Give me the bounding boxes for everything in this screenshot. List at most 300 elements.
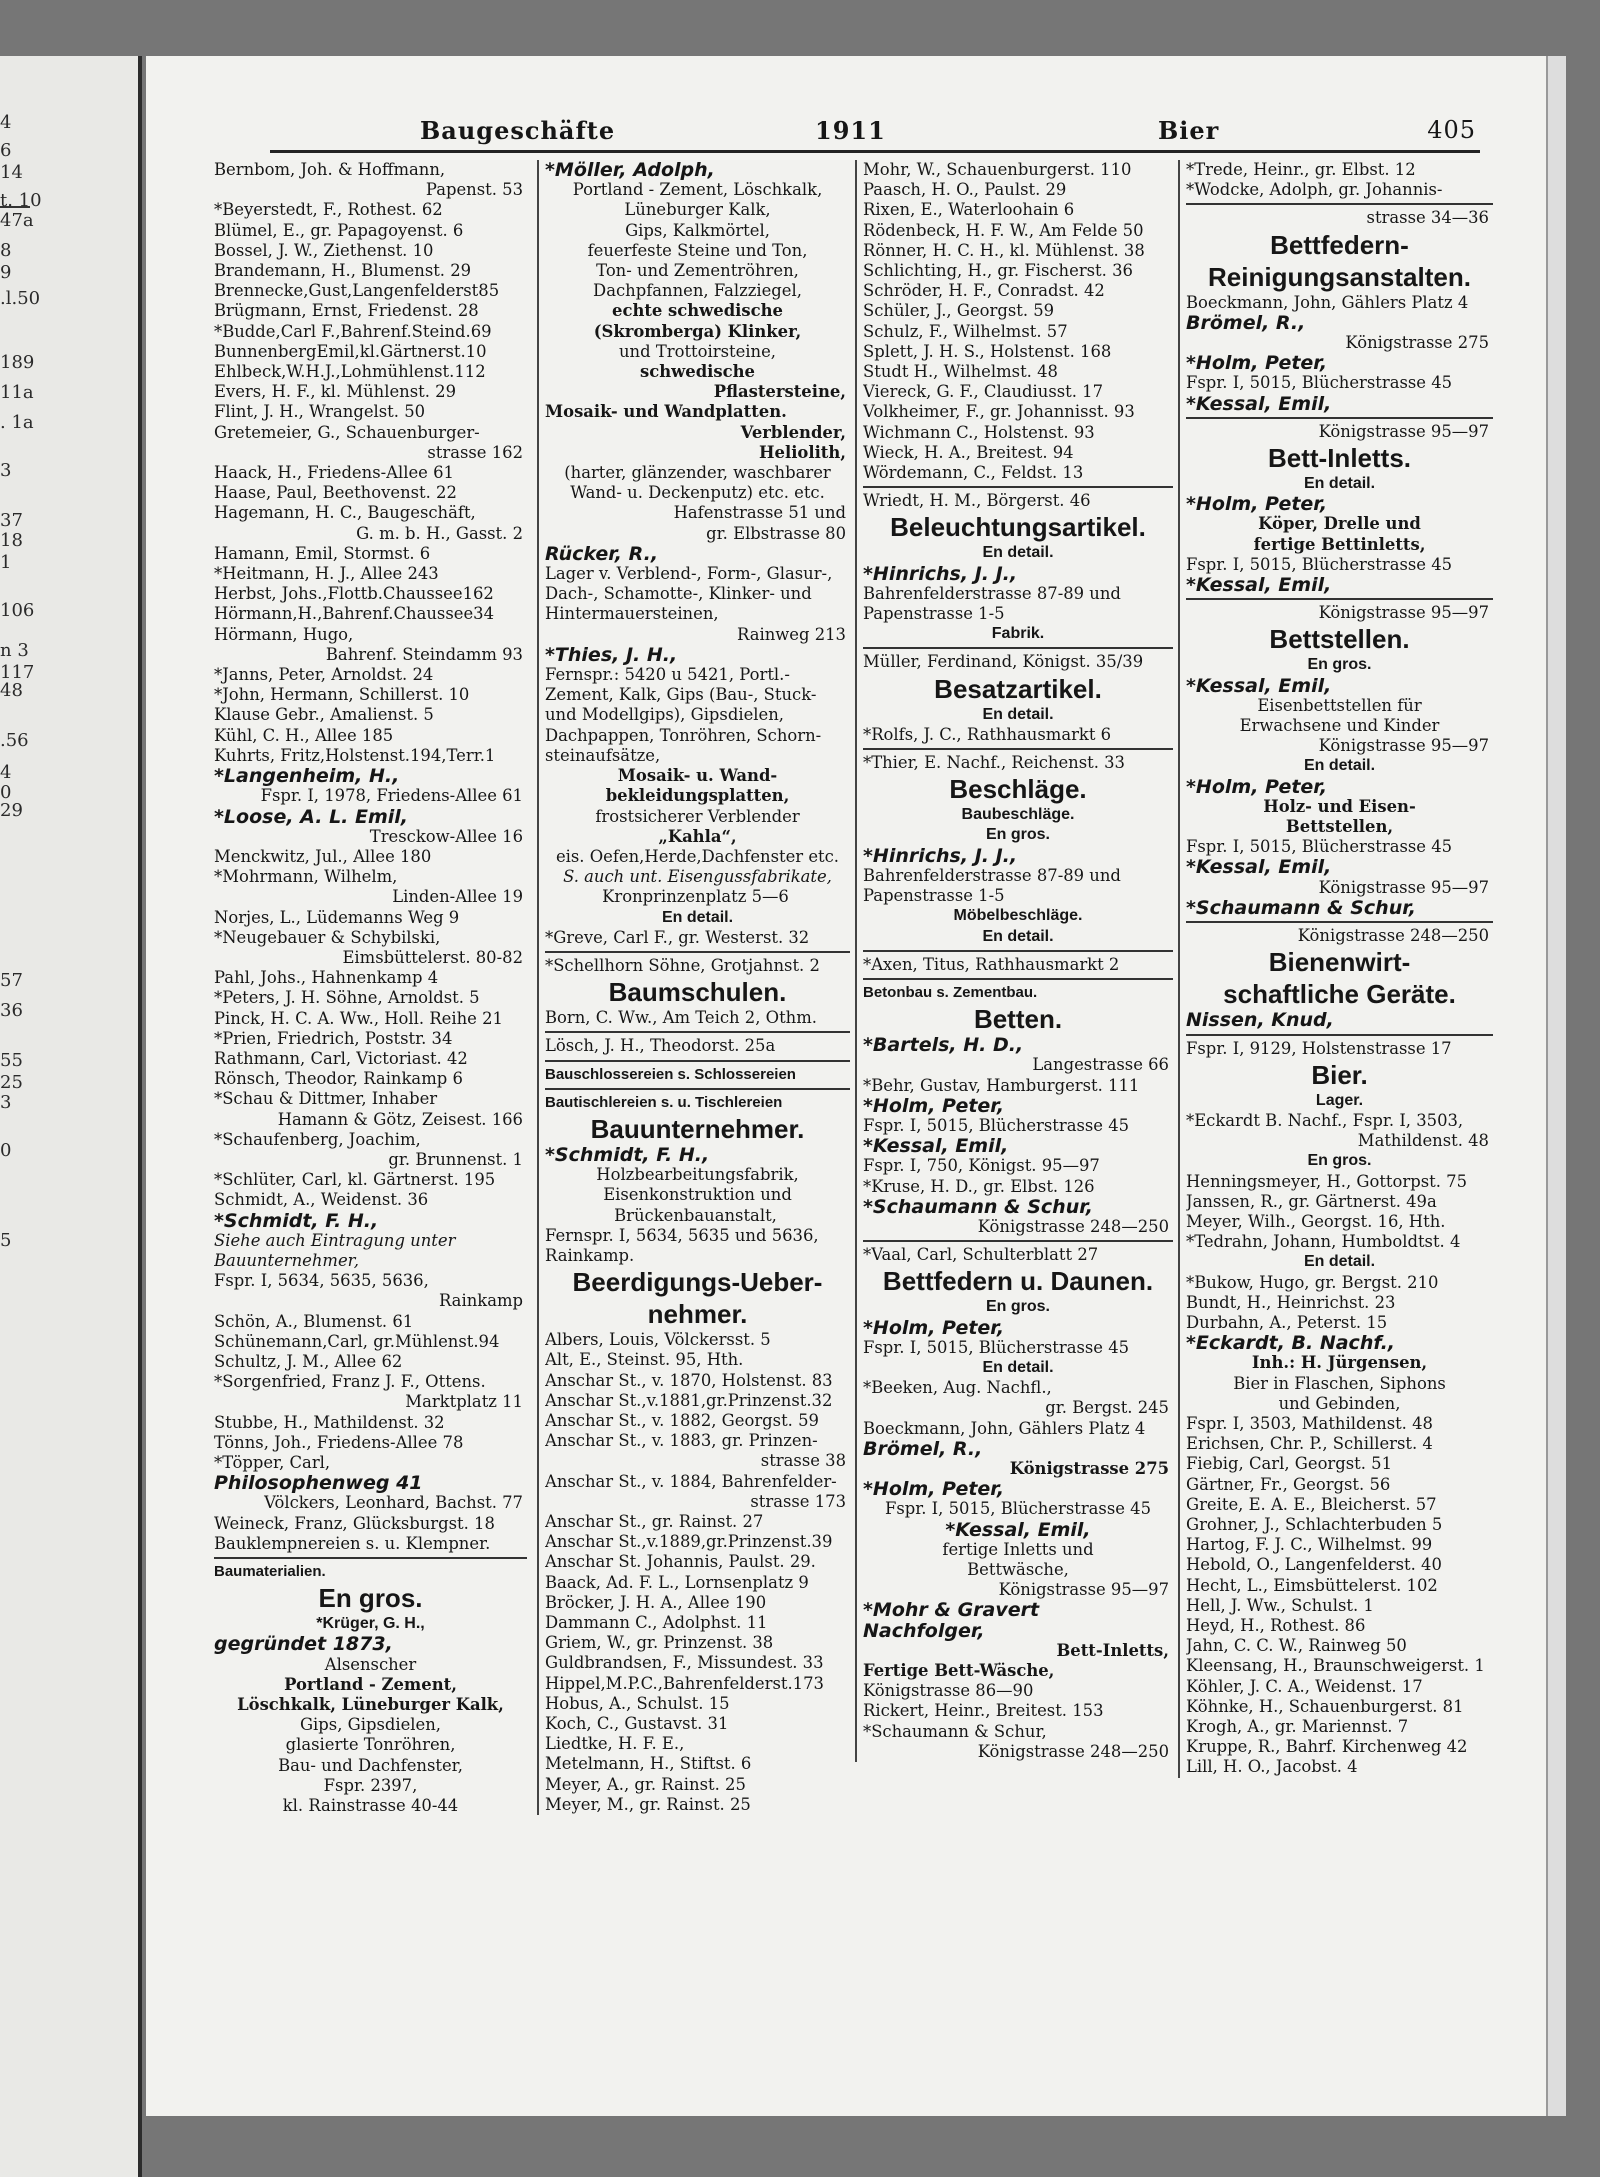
directory-entry: Schultz, J. M., Allee 62 (214, 1351, 403, 1371)
directory-entry: Königstrasse 275 (1009, 1458, 1169, 1478)
column-2 (537, 160, 850, 1815)
previous-page-fragment: 106 (0, 600, 35, 621)
directory-entry: Fspr. I, 5015, Blücherstrasse 45 (863, 1115, 1130, 1135)
previous-page-fragment: .56 (0, 730, 29, 751)
directory-entry: Fernspr. I, 5634, 5635 und 5636, (545, 1225, 819, 1245)
firm-name: *Kessal, Emil, (1186, 675, 1332, 696)
cross-reference: Betonbau s. Zementbau. (863, 983, 1038, 1001)
directory-entry: Königstrasse 86—90 (863, 1681, 1034, 1701)
directory-entry: Königstrasse 248—250 (1297, 926, 1489, 946)
subsection-label: En detail. (661, 908, 734, 926)
directory-entry: kl. Rainstrasse 40-44 (282, 1796, 459, 1816)
directory-entry: Brennecke,Gust,Langenfelderst85 (214, 281, 500, 301)
subsection-label: Möbelbeschläge. (953, 907, 1083, 925)
previous-page-fragment: 48 (0, 680, 23, 701)
directory-entry: *Tedrahn, Johann, Humboldtst. 4 (1186, 1232, 1461, 1252)
directory-entry: Bett-Inletts, (1056, 1640, 1169, 1660)
directory-entry: Dachpappen, Tonröhren, Schorn- (545, 725, 822, 745)
previous-page-fragment: 0 (0, 782, 12, 803)
directory-entry: Tresckow-Allee 16 (369, 826, 523, 846)
directory-entry: Viereck, G. F., Claudiusst. 17 (863, 382, 1104, 402)
directory-entry: G. m. b. H., Gasst. 2 (356, 523, 523, 543)
directory-entry: Brückenbauanstalt, (614, 1205, 777, 1225)
firm-name: *Möller, Adolph, (545, 160, 715, 181)
directory-entry: strasse 173 (750, 1491, 846, 1511)
directory-entry: strasse 34—36 (1366, 208, 1489, 228)
firm-name: Brömel, R., (1186, 312, 1306, 334)
directory-entry: feuerfeste Steine und Ton, (587, 240, 808, 260)
directory-entry: Wieck, H. A., Breitest. 94 (863, 442, 1074, 462)
directory-entry: Königstrasse 95—97 (1318, 736, 1489, 756)
directory-entry: Herbst, Johs.,Flottb.Chaussee162 (214, 584, 494, 604)
directory-entry: Bahrenf. Steindamm 93 (325, 644, 523, 664)
directory-entry: Hartog, F. J. C., Wilhelmst. 99 (1186, 1535, 1433, 1555)
previous-page-fragment: 29 (0, 800, 23, 821)
directory-entry: Fspr. I, 1978, Friedens-Allee 61 (260, 786, 523, 806)
section-heading: Besatzartikel. (934, 673, 1102, 704)
directory-entry: eis. Oefen,Herde,Dachfenster etc. (555, 846, 840, 866)
directory-entry: *Wodcke, Adolph, gr. Johannis- (1186, 180, 1443, 200)
directory-entry: *Mohrmann, Wilhelm, (214, 867, 398, 887)
directory-entry: Erwachsene und Kinder (1239, 716, 1440, 736)
directory-entry: schwedische (640, 362, 755, 382)
directory-entry: *John, Hermann, Schillerst. 10 (214, 685, 470, 705)
directory-entry: *Beyerstedt, F., Rothest. 62 (214, 200, 443, 220)
directory-entry: Krogh, A., gr. Mariennst. 7 (1186, 1717, 1409, 1736)
directory-entry: Kruppe, R., Bahrf. Kirchenweg 42 (1186, 1737, 1468, 1757)
directory-entry: Anschar St., v. 1883, gr. Prinzen- (545, 1431, 818, 1451)
directory-entry: Jahn, C. C. W., Rainweg 50 (1186, 1636, 1407, 1656)
directory-entry: Boeckmann, John, Gählers Platz 4 (1186, 292, 1469, 312)
directory-entry: Langestrasse 66 (1032, 1055, 1169, 1075)
directory-entry: Fspr. I, 5015, Blücherstrasse 45 (884, 1499, 1152, 1519)
directory-entry: *Prien, Friedrich, Poststr. 34 (214, 1028, 453, 1048)
directory-entry: Meyer, M., gr. Rainst. 25 (545, 1794, 751, 1814)
directory-entry: Bundt, H., Heinrichst. 23 (1186, 1292, 1396, 1312)
firm-name: *Eckardt, B. Nachf., (1186, 1333, 1396, 1354)
directory-entry: Fspr. 2397, (323, 1775, 418, 1795)
section-heading: Baumschulen. (608, 977, 787, 1008)
directory-entry: Flint, J. H., Wrangelst. 50 (214, 402, 426, 422)
directory-entry: Holzbearbeitungsfabrik, (596, 1165, 799, 1185)
directory-entry: Norjes, L., Lüdemanns Weg 9 (214, 907, 460, 927)
directory-entry: Hörmann, Hugo, (214, 624, 354, 644)
directory-entry: *Greve, Carl F., gr. Westerst. 32 (545, 927, 810, 947)
directory-entry: Fspr. I, 5015, Blücherstrasse 45 (863, 1337, 1130, 1357)
directory-entry: Bernbom, Joh. & Hoffmann, (214, 160, 446, 179)
subsection-label: En detail. (982, 1358, 1054, 1376)
directory-entry: Hintermauersteinen, (545, 604, 719, 624)
directory-entry: Eisenkonstruktion und (603, 1185, 792, 1205)
directory-entry: Papenstrasse 1-5 (863, 604, 1005, 624)
directory-entry: *Schaufenberg, Joachim, (214, 1129, 421, 1149)
directory-entry: Bauklempnereien s. u. Klempner. (214, 1533, 491, 1553)
directory-entry: steinaufsätze, (545, 745, 661, 765)
section-heading: En gros. (318, 1583, 423, 1614)
section-rule (863, 1240, 1173, 1242)
directory-entry: Bahrenfelderstrasse 87-89 und (863, 865, 1121, 885)
directory-entry: Papenst. 53 (425, 180, 523, 200)
directory-entry: Königstrasse 248—250 (977, 1741, 1169, 1761)
directory-entry: Anschar St.,v.1881,gr.Prinzenst.32 (545, 1390, 833, 1410)
previous-page-fragment: 6 (0, 140, 12, 161)
directory-entry: gr. Elbstrasse 80 (706, 523, 846, 543)
directory-entry: Klause Gebr., Amalienst. 5 (214, 705, 434, 725)
directory-entry: Königstrasse 95—97 (1318, 421, 1489, 441)
directory-entry: gr. Brunnenst. 1 (388, 1149, 523, 1169)
directory-entry: *Eckardt B. Nachf., Fspr. I, 3503, (1186, 1110, 1464, 1130)
directory-entry: bekleidungsplatten, (605, 786, 790, 806)
section-rule (1186, 598, 1493, 600)
directory-entry: (Skromberga) Klinker, (593, 321, 802, 341)
directory-entry: Studt H., Wilhelmst. 48 (863, 362, 1058, 382)
directory-entry: Alsenscher (324, 1654, 417, 1674)
directory-entry: und Modellgips), Gipsdielen, (545, 705, 784, 725)
firm-name: *Holm, Peter, (1186, 776, 1328, 797)
directory-entry: Janssen, R., gr. Gärtnerst. 49a (1186, 1191, 1437, 1211)
previous-page-fragment: . 1a (0, 412, 34, 433)
previous-page-fragment: 189 (0, 352, 35, 373)
previous-page-edge (0, 56, 142, 2177)
previous-page-fragment: 3 (0, 1092, 12, 1113)
directory-entry: glasierte Tonröhren, (285, 1735, 456, 1755)
directory-entry: Mohr, W., Schauenburgerst. 110 (863, 160, 1132, 179)
firm-name: Philosophenweg 41 (214, 1473, 423, 1494)
directory-entry: Zement, Kalk, Gips (Bau-, Stuck- (545, 685, 817, 705)
header-section-left: Baugeschäfte (420, 116, 616, 145)
directory-entry: und Trottoirsteine, (619, 341, 776, 361)
directory-entry: Anschar St., gr. Rainst. 27 (545, 1511, 764, 1531)
directory-entry: Heyd, H., Rothest. 86 (1186, 1615, 1366, 1635)
previous-page-fragment: 5 (0, 1230, 12, 1251)
running-header (270, 114, 1480, 153)
directory-entry: Greite, E. A. E., Bleicherst. 57 (1186, 1494, 1437, 1514)
directory-entry: Guldbrandsen, F., Missundest. 33 (545, 1653, 824, 1673)
directory-entry: Völckers, Leonhard, Bachst. 77 (264, 1493, 523, 1513)
directory-entry: Mosaik- und Wandplatten. (545, 402, 787, 422)
section-heading: Bett-Inletts. (1268, 443, 1411, 474)
section-heading: Bettfedern u. Daunen. (882, 1266, 1154, 1297)
section-rule (863, 950, 1173, 952)
firm-name: *Loose, A. L. Emil, (214, 806, 409, 827)
directory-entry: Hebold, O., Langenfelderst. 40 (1186, 1555, 1442, 1575)
directory-entry: Dammann C., Adolphst. 11 (545, 1613, 768, 1632)
directory-entry: Mosaik- u. Wand- (617, 766, 778, 786)
section-rule (1186, 1034, 1493, 1036)
previous-page-fragment: 25 (0, 1072, 23, 1093)
section-rule (863, 748, 1173, 750)
directory-entry: Portland - Zement, Löschkalk, (572, 180, 823, 200)
header-year: 1911 (815, 116, 886, 145)
directory-entry: Splett, J. H. S., Holstenst. 168 (863, 341, 1112, 361)
directory-entry: *Behr, Gustav, Hamburgerst. 111 (863, 1075, 1140, 1095)
subsection-label: En detail. (982, 544, 1054, 562)
directory-entry: Grohner, J., Schlachterbuden 5 (1186, 1514, 1443, 1534)
firm-name: *Bartels, H. D., (863, 1035, 1024, 1056)
directory-entry: Dachpfannen, Falzziegel, (593, 281, 802, 301)
section-rule (1186, 417, 1493, 419)
firm-name: *Kessal, Emil, (1186, 575, 1332, 596)
directory-entry: Meyer, A., gr. Rainst. 25 (545, 1774, 746, 1794)
directory-entry: fertige Inletts und (942, 1539, 1094, 1559)
directory-entry: Eisenbettstellen für (1257, 695, 1422, 715)
directory-entry: Rainkamp. (545, 1245, 635, 1265)
section-rule (545, 1088, 850, 1090)
page-number: 405 (1427, 116, 1476, 144)
directory-entry: *Axen, Titus, Rathhausmarkt 2 (863, 954, 1120, 974)
directory-entry: Bossel, J. W., Ziethenst. 10 (214, 240, 434, 260)
section-rule (545, 1031, 850, 1033)
directory-entry: echte schwedische (612, 301, 783, 321)
directory-entry: Schlichting, H., gr. Fischerst. 36 (863, 261, 1133, 281)
header-section-right: Bier (1158, 116, 1220, 145)
subsection-label: Baubeschläge. (961, 806, 1075, 824)
directory-entry: *Sorgenfried, Franz J. F., Ottens. (214, 1372, 486, 1392)
firm-name: *Hinrichs, J. J., (863, 563, 1018, 584)
directory-entry: Schünemann,Carl, gr.Mühlenst.94 (214, 1331, 500, 1351)
directory-entry: Holz- und Eisen- (1263, 796, 1416, 816)
directory-entry: Haack, H., Friedens-Allee 61 (214, 463, 454, 483)
section-rule (863, 486, 1173, 488)
subsection-label: *Krüger, G. H., (316, 1615, 425, 1633)
directory-entry: Papenstrasse 1-5 (863, 886, 1005, 906)
directory-entry: Hecht, L., Eimsbüttelerst. 102 (1186, 1575, 1438, 1595)
directory-entry: Rönner, H. C. H., kl. Mühlenst. 38 (863, 240, 1145, 260)
previous-page-fragment: 8 (0, 240, 12, 261)
directory-entry: Bahrenfelderstrasse 87-89 und (863, 583, 1121, 603)
directory-entry: Eimsbüttelerst. 80-82 (342, 947, 523, 967)
directory-entry: Fspr. I, 5015, Blücherstrasse 45 (1186, 837, 1453, 857)
previous-page-fragment: 37 (0, 510, 23, 531)
directory-entry: Löschkalk, Lüneburger Kalk, (237, 1695, 504, 1715)
firm-name: *Kessal, Emil, (1186, 857, 1332, 878)
directory-entry: Rickert, Heinr., Breitest. 153 (863, 1701, 1104, 1721)
directory-entry: Pinck, H. C. A. Ww., Holl. Reihe 21 (214, 1008, 503, 1028)
previous-page-fragment: n 3 (0, 640, 29, 661)
directory-entry: *Thier, E. Nachf., Reichenst. 33 (863, 753, 1125, 773)
directory-entry: Hippel,M.P.C.,Bahrenfelderst.173 (545, 1673, 824, 1693)
directory-entry: Paasch, H. O., Paulst. 29 (863, 180, 1067, 200)
firm-name: *Langenheim, H., (214, 766, 400, 787)
firm-name: *Kessal, Emil, (945, 1519, 1091, 1540)
directory-entry: Königstrasse 275 (1345, 333, 1489, 353)
directory-entry: Hafenstrasse 51 und (673, 503, 846, 523)
directory-entry: Marktplatz 11 (405, 1392, 523, 1412)
directory-entry: Fspr. I, 3503, Mathildenst. 48 (1186, 1413, 1433, 1433)
previous-page-fragment: 18 (0, 530, 23, 551)
previous-page-fragment: t. 10 (0, 190, 42, 211)
directory-entry: Gärtner, Fr., Georgst. 56 (1186, 1474, 1391, 1494)
section-rule (1186, 921, 1493, 923)
cross-reference: Bauschlossereien s. Schlossereien (545, 1065, 796, 1083)
directory-entry: frostsicherer Verblender (595, 806, 800, 826)
directory-entry: Fspr. I, 5634, 5635, 5636, (214, 1271, 429, 1291)
directory-entry: Volkheimer, F., gr. Johannisst. 93 (863, 402, 1135, 422)
section-rule (545, 951, 850, 953)
directory-entry: Fspr. I, 5015, Blücherstrasse 45 (1186, 373, 1453, 393)
directory-entry: Rainweg 213 (736, 624, 846, 644)
subsection-label: En gros. (1307, 1152, 1372, 1170)
subsection-label: Lager. (1315, 1091, 1364, 1109)
directory-entry: Hörmann,H.,Bahrenf.Chaussee34 (214, 604, 495, 624)
directory-entry: Bier in Flaschen, Siphons (1233, 1373, 1446, 1393)
directory-entry: *Beeken, Aug. Nachfl., (863, 1378, 1052, 1398)
directory-entry: Inh.: H. Jürgensen, (1251, 1353, 1428, 1373)
section-heading: Bienenwirt- (1268, 947, 1411, 978)
directory-entry: Anschar St., v. 1882, Georgst. 59 (545, 1410, 819, 1430)
firm-name: *Schaumann & Schur, (863, 1196, 1094, 1217)
subsection-label: Fabrik. (991, 625, 1045, 643)
directory-entry: *Rolfs, J. C., Rathhausmarkt 6 (863, 724, 1112, 744)
section-rule (1186, 203, 1493, 205)
directory-entry: Fertige Bett-Wäsche, (863, 1661, 1055, 1680)
section-heading: Reinigungsanstalten. (1208, 261, 1471, 292)
directory-entry: *Budde,Carl F.,Bahrenf.Steind.69 (214, 321, 492, 341)
directory-entry: Dach-, Schamotte-, Klinker- und (545, 584, 812, 604)
directory-entry: Mathildenst. 48 (1357, 1131, 1489, 1151)
directory-entry: Hobus, A., Schulst. 15 (545, 1693, 730, 1713)
directory-entry: Heliolith, (759, 442, 846, 462)
directory-entry: Pahl, Johs., Hahnenkamp 4 (214, 968, 439, 988)
directory-entry: Gretemeier, G., Schauenburger- (214, 422, 480, 442)
directory-entry: Liedtke, H. F. E., (545, 1734, 685, 1754)
directory-entry: Fspr. I, 750, Königst. 95—97 (863, 1156, 1100, 1176)
directory-entry: Rödenbeck, H. F. W., Am Felde 50 (863, 220, 1144, 240)
directory-entry: Durbahn, A., Peterst. 15 (1186, 1312, 1388, 1332)
directory-entry: Fernspr.: 5420 u 5421, Portl.- (545, 665, 790, 685)
directory-entry: strasse 162 (427, 442, 523, 462)
directory-entry: *Trede, Heinr., gr. Elbst. 12 (1186, 160, 1416, 179)
previous-page-fragment: 9 (0, 262, 12, 283)
directory-entry: Baack, Ad. F. L., Lornsenplatz 9 (545, 1572, 809, 1592)
firm-name: *Mohr & Gravert (863, 1600, 1040, 1621)
directory-entry: Albers, Louis, Völckersst. 5 (545, 1330, 771, 1350)
directory-entry: Weineck, Franz, Glücksburgst. 18 (214, 1513, 495, 1533)
directory-entry: Lager v. Verblend-, Form-, Glasur-, (545, 564, 833, 584)
directory-entry: Menckwitz, Jul., Allee 180 (214, 846, 432, 866)
directory-entry: Linden-Allee 19 (392, 887, 523, 907)
directory-entry: Kuhrts, Fritz,Holstenst.194,Terr.1 (214, 745, 496, 765)
directory-entry: Blümel, E., gr. Papagoyenst. 6 (214, 220, 464, 240)
firm-name: Nachfolger, (863, 1620, 985, 1641)
directory-entry: *Schaumann & Schur, (863, 1721, 1047, 1741)
directory-entry: Königstrasse 95—97 (1318, 603, 1489, 623)
firm-name: *Schmidt, F. H., (545, 1144, 710, 1166)
directory-entry: Bettstellen, (1285, 817, 1394, 837)
directory-entry: Kleensang, H., Braunschweigerst. 1 (1186, 1656, 1485, 1676)
directory-entry: Gips, Gipsdielen, (299, 1715, 442, 1735)
section-rule (863, 978, 1173, 980)
directory-entry: S. auch unt. Eisengussfabrikate, (563, 867, 832, 887)
section-heading: schaftliche Geräte. (1223, 979, 1456, 1010)
directory-entry: Stubbe, H., Mathildenst. 32 (214, 1412, 445, 1432)
directory-entry: Königstrasse 248—250 (977, 1216, 1169, 1236)
directory-entry: Ton- und Zementröhren, (596, 261, 799, 281)
directory-entry: Rönsch, Theodor, Rainkamp 6 (214, 1069, 463, 1089)
directory-entry: Rainkamp (438, 1291, 523, 1311)
section-heading: Bier. (1311, 1059, 1368, 1090)
directory-entry: Erichsen, Chr. P., Schillerst. 4 (1186, 1434, 1433, 1454)
firm-name: *Holm, Peter, (1186, 353, 1328, 374)
subsection-label: En detail. (982, 927, 1054, 945)
previous-page-fragment: 57 (0, 970, 23, 991)
section-rule (863, 647, 1173, 649)
previous-page-fragment: 0 (0, 1140, 12, 1161)
directory-entry: *Schlüter, Carl, kl. Gärtnerst. 195 (214, 1170, 496, 1190)
section-rule (214, 1557, 527, 1559)
directory-entry: Wördemann, C., Feldst. 13 (863, 463, 1084, 483)
directory-entry: *Kruse, H. D., gr. Elbst. 126 (863, 1176, 1095, 1196)
directory-entry: Bau- und Dachfenster, (278, 1755, 463, 1775)
firm-name: *Holm, Peter, (863, 1317, 1005, 1338)
directory-entry: Metelmann, H., Stiftst. 6 (545, 1754, 752, 1774)
directory-entry: Griem, W., gr. Prinzenst. 38 (545, 1633, 774, 1653)
subsection-label: En detail. (1303, 475, 1376, 493)
page-edge (1546, 56, 1566, 2116)
previous-page-fragment: 11a (0, 382, 34, 403)
firm-name: *Holm, Peter, (1186, 494, 1328, 515)
firm-name: *Kessal, Emil, (863, 1136, 1009, 1157)
directory-entry: Boeckmann, John, Gählers Platz 4 (863, 1418, 1146, 1438)
directory-entry: Fspr. I, 9129, Holstenstrasse 17 (1186, 1038, 1452, 1058)
directory-entry: Alt, E., Steinst. 95, Hth. (545, 1350, 744, 1370)
section-heading: Bettstellen. (1269, 624, 1410, 655)
directory-entry: fertige Bettinletts, (1253, 534, 1426, 554)
directory-entry: Siehe auch Eintragung unter (214, 1230, 456, 1250)
previous-page-fragment: 55 (0, 1050, 23, 1071)
directory-entry: Evers, H. F., kl. Mühlenst. 29 (214, 382, 457, 402)
firm-name: gegründet 1873, (214, 1634, 393, 1655)
column-1 (214, 160, 527, 1816)
directory-entry: *Neugebauer & Schybilski, (214, 927, 441, 947)
column-3 (855, 160, 1173, 1762)
previous-page-fragment: 4 (0, 112, 12, 133)
section-heading: nehmer. (647, 1299, 748, 1330)
directory-entry: Königstrasse 95—97 (1318, 877, 1489, 897)
firm-name: Rücker, R., (545, 543, 659, 565)
directory-entry: Fiebig, Carl, Georgst. 51 (1186, 1454, 1393, 1474)
cross-reference: Bautischlereien s. u. Tischlereien (545, 1093, 783, 1111)
directory-entry: Verblender, (740, 422, 846, 442)
directory-entry: Bauunternehmer, (214, 1250, 359, 1270)
subsection-label: En detail. (1303, 1253, 1376, 1271)
directory-entry: Wichmann C., Holstenst. 93 (863, 422, 1095, 442)
section-heading: Betten. (973, 1004, 1063, 1035)
directory-entry: Köhnke, H., Schauenburgerst. 81 (1186, 1696, 1464, 1716)
directory-entry: Hamann & Götz, Zeisest. 166 (277, 1109, 523, 1129)
directory-entry: Haase, Paul, Beethovenst. 22 (214, 483, 457, 503)
firm-name: *Holm, Peter, (863, 1479, 1005, 1500)
directory-entry: gr. Bergst. 245 (1045, 1398, 1169, 1418)
directory-entry: *Peters, J. H. Söhne, Arnoldst. 5 (214, 988, 480, 1008)
section-heading: Bettfedern- (1270, 229, 1409, 260)
directory-entry: *Janns, Peter, Arnoldst. 24 (214, 665, 434, 685)
section-heading: Beschläge. (949, 774, 1087, 805)
directory-entry: Tönns, Joh., Friedens-Allee 78 (214, 1432, 464, 1452)
directory-entry: Köhler, J. C. A., Weidenst. 17 (1186, 1676, 1423, 1696)
subsection-label: En gros. (985, 1298, 1050, 1316)
directory-entry: (harter, glänzender, waschbarer (564, 463, 831, 483)
directory-entry: Fspr. I, 5015, Blücherstrasse 45 (1186, 554, 1453, 574)
previous-page-fragment: 14 (0, 162, 23, 183)
directory-entry: Rathmann, Carl, Victoriast. 42 (214, 1048, 468, 1068)
firm-name: *Thies, J. H., (545, 644, 678, 666)
section-heading: Bauunternehmer. (590, 1113, 805, 1144)
directory-entry: Schüler, J., Georgst. 59 (863, 301, 1055, 321)
directory-entry: Portland - Zement, (284, 1674, 457, 1694)
directory-entry: Lill, H. O., Jacobst. 4 (1186, 1757, 1358, 1777)
directory-entry: Rixen, E., Waterloohain 6 (863, 200, 1075, 220)
